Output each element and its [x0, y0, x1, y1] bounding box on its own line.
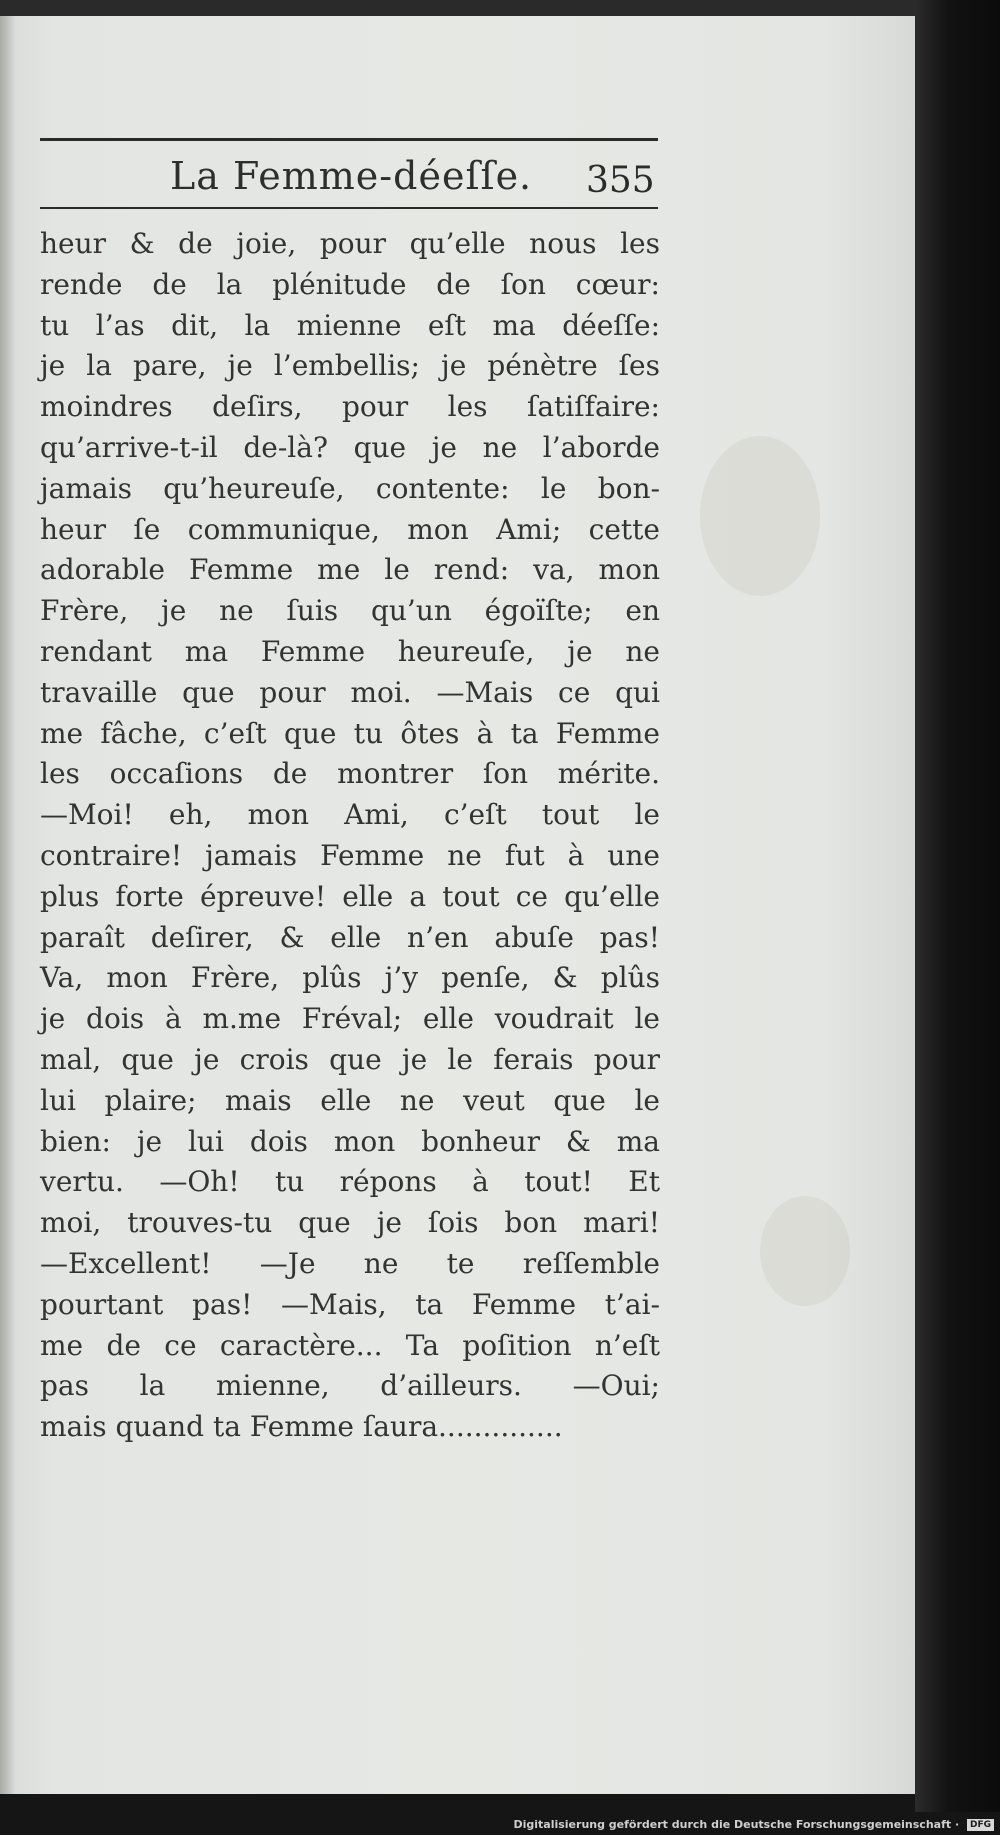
text-line: contraire! jamais Femme ne fut à une: [40, 838, 660, 872]
paper-stain: [700, 436, 820, 596]
digitization-credit: [513, 1818, 994, 1831]
text-line: pas la mienne, d’ailleurs. —Oui;: [40, 1369, 660, 1403]
credit-text: Digitalisierung gefördert durch die Deutsche Forschungsgemeinschaft ·: [513, 1818, 960, 1831]
text-line: mal, que je crois que je le ferais pour: [40, 1042, 660, 1076]
running-title: La Femme-déeſſe.: [170, 154, 533, 198]
text-line: heur ſe communique, mon Ami; cette: [40, 512, 660, 546]
text-line: moi, trouves-tu que je ſois bon mari!: [40, 1206, 660, 1240]
text-line: me fâche, c’eſt que tu ôtes à ta Femme: [40, 716, 660, 750]
text-line: paraît deſirer, & elle n’en abuſe pas!: [40, 920, 660, 954]
text-line: adorable Femme me le rend: va, mon: [40, 553, 660, 587]
text-line: je dois à m.me Fréval; elle voudrait le: [40, 1002, 660, 1036]
text-line: moindres deſirs, pour les ſatiſfaire:: [40, 390, 660, 424]
text-line: qu’arrive-t-il de-là? que je ne l’aborde: [40, 430, 660, 464]
header-rule-top: [40, 138, 658, 141]
page-gutter-shadow: [0, 16, 16, 1794]
text-line: je la pare, je l’embellis; je pénètre ſes: [40, 349, 660, 383]
text-line: jamais qu’heureuſe, contente: le bon-: [40, 471, 660, 505]
dfg-logo-icon: DFG: [967, 1819, 994, 1831]
text-line: mais quand ta Femme ſaura..............: [40, 1410, 563, 1444]
text-line: plus forte épreuve! elle a tout ce qu’elle: [40, 879, 660, 913]
text-line: tu l’as dit, la mienne eſt ma déeſſe:: [40, 308, 660, 342]
page-number: 355: [586, 160, 655, 201]
text-line: travaille que pour moi. —Mais ce qui: [40, 675, 660, 709]
text-line: —Excellent! —Je ne te reſſemble: [40, 1246, 660, 1280]
text-line: les occaſions de montrer ſon mérite.: [40, 757, 660, 791]
text-line: Va, mon Frère, plûs j’y penſe, & plûs: [40, 961, 660, 995]
text-line: rende de la plénitude de ſon cœur:: [40, 267, 660, 301]
text-line: heur & de joie, pour qu’elle nous les: [40, 227, 660, 260]
text-line: bien: je lui dois mon bonheur & ma: [40, 1124, 660, 1158]
body-text: [40, 224, 660, 1448]
header-rule-bottom: [40, 207, 658, 209]
text-line: vertu. —Oh! tu répons à tout! Et: [40, 1165, 660, 1199]
text-line: rendant ma Femme heureuſe, je ne: [40, 634, 660, 668]
text-line: pourtant pas! —Mais, ta Femme t’ai-: [40, 1287, 660, 1321]
text-line: me de ce caractère... Ta poſition n’eſt: [40, 1328, 660, 1362]
text-line: —Moi! eh, mon Ami, c’eſt tout le: [40, 798, 660, 832]
text-line: lui plaire; mais elle ne veut que le: [40, 1083, 660, 1117]
scan-right-border: [915, 0, 1000, 1812]
text-line: Frère, je ne ſuis qu’un égoïſte; en: [40, 594, 660, 628]
scan-top-border: [0, 0, 1000, 16]
paper-stain: [760, 1196, 850, 1306]
